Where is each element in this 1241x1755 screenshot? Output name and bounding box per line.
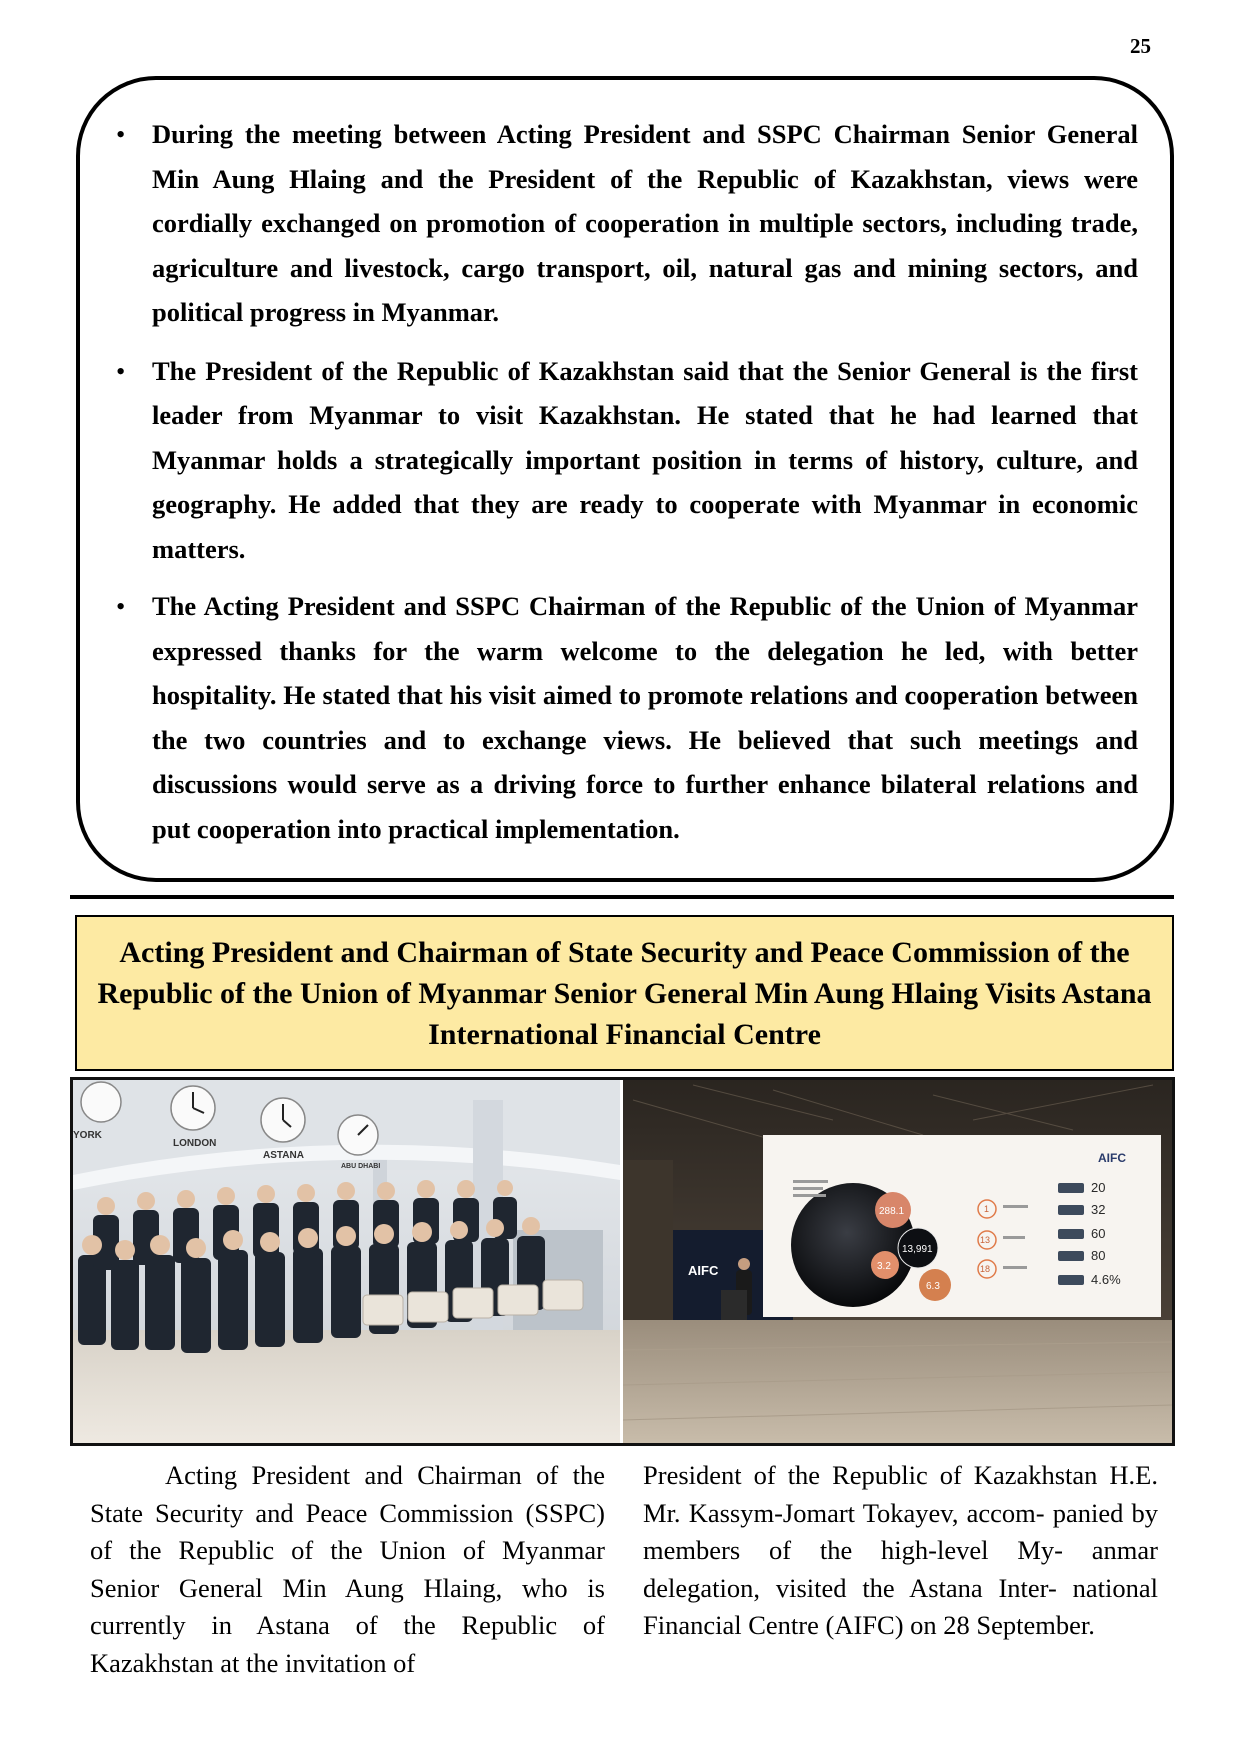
highlight-bullet <box>110 349 1138 572</box>
clock-label: LONDON <box>173 1138 217 1149</box>
page-number: 25 <box>1130 34 1151 58</box>
bullet-dot-icon: • <box>116 355 126 386</box>
article-headline: Acting President and Chairman of State Security and Peace Commission of the Republic of the Union of Myanmar Senior General Min Aung Hlaing Visits Astana International Financial Centre <box>97 935 1152 1051</box>
section-divider <box>70 895 1174 899</box>
highlight-text: During the meeting between Acting President and SSPC Chairman Senior General Min Aung Hlaing and the President of the Republic of Kazakhstan, views were cordially exchanged on promotion of cooperation in multiple sectors, including trade, agriculture and livestock, cargo transport, oil, natural gas and mining sectors, and political progress in Myanmar. <box>152 119 1138 327</box>
screen-figure: 18 <box>980 1264 991 1274</box>
photo-right <box>623 1080 1172 1443</box>
highlights-list <box>110 112 1138 865</box>
screen-figure: 4.6% <box>1091 1272 1121 1287</box>
photo-strip <box>70 1077 1175 1446</box>
photo-composite <box>73 1080 1172 1443</box>
body-column-right: President of the Republic of Kazakhstan H.E. Mr. Kassym-Jomart Tokayev, accom- panied by members of the high-level My- anmar delegation, visited the Astana Inter- national Financial Centre (AIFC) on 28 September. <box>643 1460 1158 1640</box>
screen-figure: 20 <box>1091 1180 1106 1195</box>
screen-figure: 3.2 <box>877 1261 891 1272</box>
screen-figure: 13 <box>980 1235 991 1245</box>
screen-figure: 6.3 <box>926 1281 940 1292</box>
stage-floor <box>623 1320 1172 1443</box>
stage-logo: AIFC <box>688 1263 719 1278</box>
screen-logo: AIFC <box>1098 1151 1126 1165</box>
headline-box <box>75 915 1174 1071</box>
photo-left <box>73 1080 620 1443</box>
screen-figure: 1 <box>984 1204 990 1214</box>
highlight-text: The Acting President and SSPC Chairman of the Republic of the Union of Myanmar expressed thanks for the warm welcome to the delegation he led, with better hospitality. He stated that his visit aimed to promote relations and cooperation between the two countries and to exchange views. He believed that such meetings and discussions would serve as a driving force to further enhance bilateral relations and put cooperation into practical implementation. <box>152 591 1138 844</box>
screen-figure: 80 <box>1091 1248 1106 1263</box>
bullet-dot-icon: • <box>116 119 126 149</box>
highlight-text: The President of the Republic of Kazakhstan said that the Senior General is the first leader from Myanmar to visit Kazakhstan. He stated that he had learned that Myanmar holds a strategically important position in terms of history, culture, and geography. He added that they are ready to cooperate with Myanmar in economic matters. <box>152 355 1138 564</box>
screen-figure: 13,991 <box>902 1244 933 1255</box>
presentation-screen <box>763 1135 1161 1317</box>
bullet-dot-icon: • <box>116 591 126 621</box>
highlight-bullet <box>110 584 1138 851</box>
highlight-bullet <box>110 112 1138 335</box>
clock-label: ABU DHABI <box>341 1163 381 1170</box>
screen-figure: 288.1 <box>879 1206 905 1217</box>
clock-label: ASTANA <box>263 1150 304 1161</box>
screen-figure: 32 <box>1091 1202 1106 1217</box>
body-column-left: Acting President and Chairman of the State Security and Peace Commission (SSPC) of the Republic of the Union of Myanmar Senior General Min Aung Hlaing, who is currently in Astana of the Republic of Kazakhstan at the invitation of <box>90 1460 605 1678</box>
clock-label: YORK <box>73 1130 102 1141</box>
screen-figure: 60 <box>1091 1226 1106 1241</box>
